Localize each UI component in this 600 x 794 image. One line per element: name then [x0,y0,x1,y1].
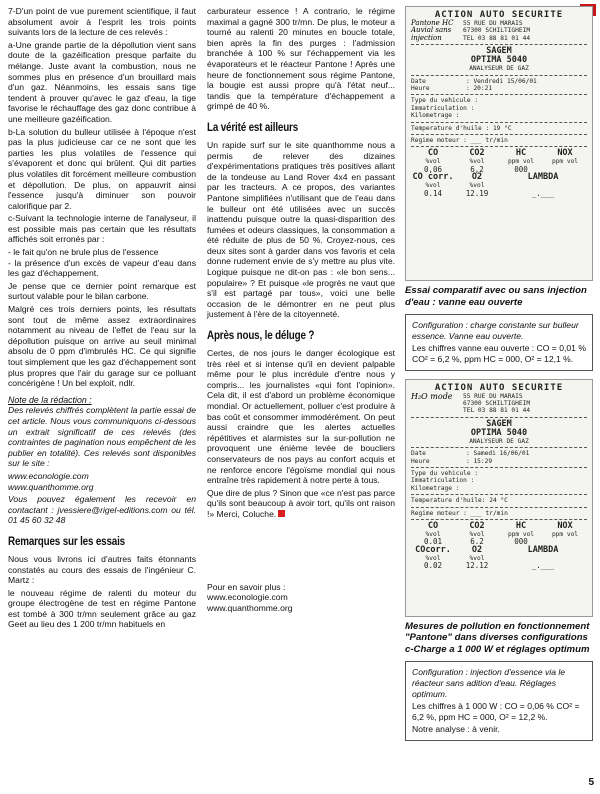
receipt-2-handnote-1: H₂O mode [411,391,453,401]
receipt-2-v-o2: 12.12 [465,561,489,571]
config-box-1-line-2: Les chiffres vanne eau ouverte : CO = 0,01 % CO² = 6,2 %, ppm HC = 000, O² = 12,1 %. [412,343,586,364]
receipt-1-u-co: %vol [425,158,441,166]
receipt-2-time: : 15:29 [466,457,493,465]
receipt-1-u-nox: ppm vol [551,158,579,166]
receipt-1-tel: TEL 03 88 81 01 44 [463,34,531,42]
receipt-1-v-cocorr: 0.14 [423,188,443,198]
receipt-1-v-co2: 6,2 [470,164,484,174]
config-box-2-line-2: Les chiffres à 1 000 W : CO = 0,06 % CO² = 6,2 %, ppm HC = 000, O² = 12,2 %. [412,701,580,722]
config-box-1 [405,314,593,370]
receipt-1-time: : 20:21 [466,85,493,93]
receipt-1-v-lambda: _.___ [531,188,555,198]
receipt-2-v-lambda: _.___ [531,561,555,571]
conclusion-text: Que dire de plus ? Sinon que «ce n'est pas parce qu'ils sont beaucoup à avoir tort, qu'ils ont raison !» Merci, Coluche. [207,487,395,519]
receipt-2-h-co: CO [427,521,439,532]
receipt-1-line-4: Temperature d'huile : 19 °C [411,124,512,132]
intro-paragraph: 7-D'un point de vue purement scientifique, il faut absolument avoir à l'esprit les trois points suivants lors de la lecture de ces relevés : [8,6,196,38]
receipt-1-v-o2: 12.19 [465,188,489,198]
receipt-2-v-cocorr: 0.02 [423,561,443,571]
receipt-2-line-3: Kilometrage : [411,484,460,492]
receipt-2-h-hc: HC [515,521,527,532]
editor-note-title: Note de la rédaction : [8,394,92,405]
receipt-2-sub: ANALYSEUR DE GAZ [469,437,529,445]
deluge-paragraph: Certes, de nos jours le danger écologique est très réel et si intense qu'il en devient palpable même pour le plus incrédule d'entre nous y compris... les journalistes «qui font l'opinion». Cela dit, il est d'abord un problème économique mondial. Or actuellement, polluer c'est produire à bas coût et consommer immodérément. On peut aussi craindre que les alertes actuelles répétitives et alarmistes sur la sur-pollution ne provoquent une énième levée de boucliers conservateurs de nos pays au confort acquis et ne renforce encore l'égoïsme mondial qui nous entraîne très rapidement à notre perte à tous. [207,348,395,486]
receipt-2-u-co2: %vol [469,531,485,539]
receipt-2-line-4: Temperature d'huile: 24 °C [411,497,508,505]
remarques-intro: Nous vous livrons ici d'autres faits étonnants constatés au cours des essais de l'ingénieur C. Martz : [8,553,196,586]
receipt-2-line-5: Regime moteur : ___ tr/min [411,509,508,517]
config-box-2-line-1: Configuration : injection d'essence via le réacteur sans adition d'eau. Réglages optimum. [412,667,566,699]
point-c: c-Suivant la technologie interne de l'analyseur, il est possible mais pas certain que les résultats affichés soit erronés par : [8,213,196,245]
receipt-1-addr1: 55 RUE DU MARAIS [463,20,523,27]
receipt-2-date-label: Date [411,450,426,458]
receipt-1-h-hc: HC [515,148,527,159]
receipt-1-h-lambda: LAMBDA [527,172,559,183]
column-3 [405,6,593,741]
receipt-1-handnote-3: injection [411,33,442,42]
receipt-2-date: : Samedi 16/06/01 [466,450,530,458]
site-link-econologie[interactable]: www.econologie.com [8,470,89,481]
receipt-2-h-nox: NOX [557,521,573,532]
receipt-1-line-3: Kilometrage : [411,112,460,120]
receipt-2-h-co2: CO2 [469,521,485,532]
receipt-1-h-o2: O2 [471,172,483,183]
paragraph-remark: Je pense que ce dernier point remarque est surtout valable pour le bilan carbone. [8,280,196,302]
heading-deluge: Après nous, le déluge ? [207,328,315,343]
receipt-2-addr1: 55 RUE DU MARAIS [463,392,523,400]
receipt-1-h-nox: NOX [557,148,573,159]
receipt-2-line-1: Type du vehicule : [411,470,479,477]
editor-note-text: Des relevés chiffrés complètent la partie essai de cet article. Nous vous communiquons ci-dessous un extrait significatif de ces relevés (des contraintes de pagination nous empêchent de les publier en totalité). Ces relevés sont disponibles sur le site : [8,405,196,469]
receipt-2-h-lambda: LAMBDA [527,544,559,555]
receipt-2 [405,379,593,617]
editor-note-contact: Vous pouvez également les recevoir en contactant : jvessiere@rigel-editions.com ou tél. 01 45 60 32 48 [8,494,196,526]
receipt-1-title: ACTION AUTO SECURITE [434,10,564,20]
receipt-1-model: OPTIMA 5040 [470,55,528,66]
receipt-2-u-cocorr: %vol [425,554,441,562]
receipt-2-v-hc: 000 [514,537,528,547]
receipt-2-u-hc: ppm vol [507,531,535,539]
receipt-2-time-label: Heure [411,457,430,465]
receipt-2-h-o2: O2 [471,544,483,555]
receipt-1-handnote-2: Auvial sans [411,26,452,35]
receipt-1 [405,6,593,281]
page-number: 5 [588,777,594,788]
paragraph-results: Malgré ces trois derniers points, les résultats sont tout de même assez extraordinaires notamment au niveau de l'effet de l'eau sur la dépollution puisque on arrive au seuil minimal absolu de 0 ppm d'imbrulés HC. Ce qui signifie tout simplement que les gaz d'échappement sont plus propres que l'air du garage sur ce polluant concérigène ! Un bel exploit, ndlr. [8,304,196,389]
receipt-1-u-cocorr: %vol [425,182,441,190]
receipt-1-u-hc: ppm vol [507,158,535,166]
receipt-1-brand: SAGEM [486,46,512,57]
receipt-2-brand: SAGEM [486,418,512,429]
more-info-label: Pour en savoir plus : [207,581,286,592]
receipt-2-tel: TEL 03 88 81 01 44 [463,407,531,415]
receipt-1-sub: ANALYSEUR DE GAZ [469,65,529,73]
receipt-2-title: ACTION AUTO SECURITE [434,382,564,393]
receipt-2-v-co2: 6.2 [470,537,484,547]
end-mark-icon [278,510,285,517]
config-box-1-line-1: Configuration : charge constante sur bulleur essence. Vanne eau ouverte. [412,320,579,341]
receipt-1-v-hc: 000 [514,164,528,174]
receipt-1-handnote-1: Pantone HC [411,19,454,27]
receipt-1-date-label: Date [411,77,426,85]
site-link-quanthomme[interactable]: www.quanthomme.org [8,481,94,492]
caption-1: Essai comparatif avec ou sans injection d'eau : vanne eau ouverte [405,285,587,308]
receipt-1-line-2: Immatriculation : [411,104,475,112]
receipt-2-h-cocorr: COcorr. [415,544,451,555]
carburateur-paragraph: carburateur essence ! A contrario, le régime maximal a gagné 300 tr/mn. De plus, le moteur a tourné au ralenti 20 minutes en boucle totale, bien après la fin des purges : l'admission branchée à 100 % sur l'échappement via les évaporateurs et le réacteur Pantone ! Après une heure de fonctionnement sous régime Pantone, la bougie est aussi propre qu'à l'état neuf... tandis que la température d'échappement a grimpé de 40 %. [207,6,395,112]
point-c-item-2: - la présence d'un excès de vapeur d'eau dans les gaz d'échappement. [8,257,196,279]
receipt-1-u-co2: %vol [469,158,485,166]
conclusion-paragraph [207,488,395,520]
more-link-econologie[interactable]: www.econologie.com [207,592,288,603]
receipt-2-model: OPTIMA 5040 [470,427,528,438]
caption-2: Mesures de pollution en fonctionnement "Pantone" dans diverses configurations c-Charge a 1 000 W et réglages optimum [405,620,590,655]
config-box-2 [405,661,593,741]
receipt-1-h-cocorr: CO corr. [412,172,454,183]
receipt-2-v-co: 0.01 [423,537,443,547]
receipt-2-line-2: Immatriculation : [411,477,475,485]
verite-paragraph: Un rapide surf sur le site quanthomme nous a permis de relever des dizaines d'expérimentations pratiques très positives allant de la tondeuse au Land Rover 4x4 en passant par les tracteurs. A ce propos, des variantes Pantone simplifiées n'utilisant que de l'eau dans le bulleur ont été utilisées avec un succès inattendu puisque outre la quasi-disparition des fumées et odeurs classiques, la consommation a été réduite de plus de 50 %. Croyez-nous, ces deux sites sont à garder dans vos favoris et cela donne rudement envie de s'y mettre au plus vite. Logique puisque ne dit-on pas : «le bon sens... populaire» ? Et puisque «le progrès ne vaut que s'il est partagé par tous», voici une belle occasion de le démontrer en ne peut plus justement à l'ère de la citoyenneté. [207,139,395,320]
more-link-quanthomme[interactable]: www.quanthomme.org [207,602,293,613]
remarques-ralenti: le nouveau régime de ralenti du moteur du groupe électrogène de test en régime Pantone est tombé à 300 tr/mn seulement grâce au gaz Geet au lieu des 1 200 tr/mn habituels en [8,587,196,630]
receipt-1-h-co2: CO2 [469,148,485,159]
point-a: a-Une grande partie de la dépollution vient sans doute de la gazéification presque parfaite du mélange. Juste avant la combustion, nous ne sommes plus en présence d'un brouillard mais d'un gaz. Néanmoins, les essais sans tige tendent à prouver qu'avec le gaz d'eau, la tige favorise le réchauffage des gaz donc contribue à une meilleure gazéification. [8,39,196,124]
heading-verite: La vérité est ailleurs [207,119,299,134]
heading-remarques: Remarques sur les essais [8,533,125,548]
receipt-2-u-nox: ppm vol [551,531,579,539]
receipt-1-line-1: Type du vehicule : [411,97,479,105]
receipt-1-addr2: 67300 SCHILTIGHEIM [463,27,531,35]
receipt-2-u-o2: %vol [469,554,485,562]
receipt-1-u-o2: %vol [469,182,485,190]
receipt-2-addr2: 67300 SCHILTIGHEIM [463,399,531,407]
receipt-1-date: : Vendredi 15/06/01 [466,77,537,85]
column-2 [207,6,395,615]
receipt-1-line-5: Regime moteur : ___ tr/min [411,137,508,145]
receipt-1-time-label: Heure [411,85,430,93]
point-c-item-1: - le fait qu'on ne brule plus de l'essence [8,247,159,258]
point-b: b-La solution du bulleur utilisée à l'époque n'est pas la plus judicieuse car ce ne sont que les parties les plus volatiles de l'essence qui s'évaporent et donc qui brûlent. Qui dit parties plus volatiles dit forcément meilleure combustion et dépollution. De plus, on appauvrit ainsi l'essence jusqu'à diminuer son pouvoir calorifique par 2. [8,126,196,211]
column-1 [8,6,196,632]
receipt-2-u-co: %vol [425,531,441,539]
config-box-2-line-3: Notre analyse : à venir. [412,724,500,735]
receipt-1-v-co: 0,06 [423,164,443,174]
receipt-1-h-co: CO [427,148,439,159]
